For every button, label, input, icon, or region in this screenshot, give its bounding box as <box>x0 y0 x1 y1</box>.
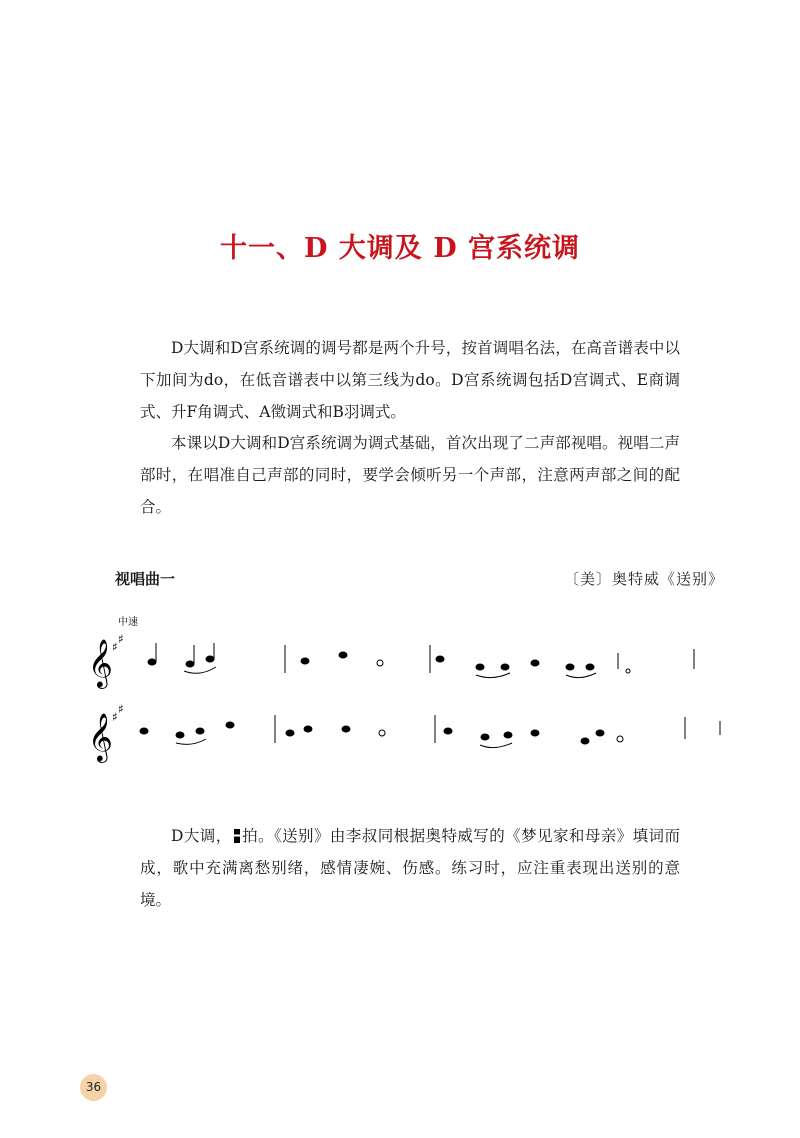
svg-text:♯: ♯ <box>118 632 124 646</box>
exercise-note-lead: D大调， <box>171 827 232 845</box>
svg-text:♯: ♯ <box>118 702 124 716</box>
intro-paragraph-1: D大调和D宫系统调的调号都是两个升号，按首调唱名法，在高音谱表中以下加间为do，在低音谱表中以第三线为do。D宫系统调包括D宫调式、E商调式、升F角调式、A徵调式和B羽调式。 <box>140 339 680 421</box>
tempo-mark: 中速 <box>118 617 138 628</box>
exercise-note-body: 拍。《送别》由李叔同根据奥特威写的《梦见家和母亲》填词而成，歌中充满离愁别绪，感情凄婉、伤感。练习时，应注重表现出送别的意境。 <box>140 827 680 909</box>
time-signature-icon <box>234 829 240 843</box>
staff-voice-1 <box>88 632 694 689</box>
page-title: 十一、D 大调及 D 宫系统调 <box>219 233 581 264</box>
staff-voice-2 <box>88 702 720 763</box>
treble-clef-icon: 𝄞 <box>88 712 113 761</box>
intro-paragraph-2: 本课以D大调和D宫系统调为调式基础，首次出现了二声部视唱。视唱二声部时，在唱准自己声部的同时，要学会倾听另一个声部，注意两声部之间的配合。 <box>140 434 680 516</box>
music-score <box>80 605 740 775</box>
exercise-label: 视唱曲一 <box>115 570 176 588</box>
page-number: 36 <box>80 1074 107 1101</box>
svg-text:♯: ♯ <box>112 640 118 654</box>
svg-text:♯: ♯ <box>112 710 118 724</box>
treble-clef-icon: 𝄞 <box>88 638 113 687</box>
exercise-credit: 〔美〕奥特威《送别》 <box>563 570 724 588</box>
exercise-note <box>140 820 680 916</box>
